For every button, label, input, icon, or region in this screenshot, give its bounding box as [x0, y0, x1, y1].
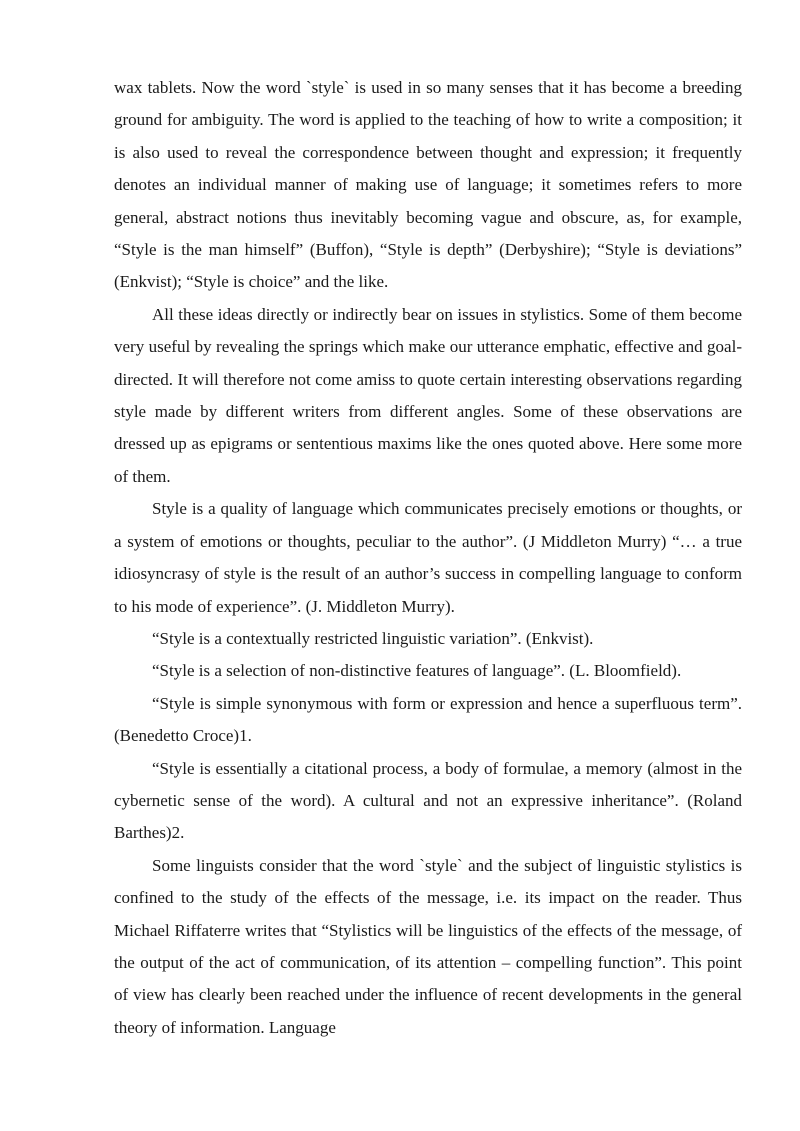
- paragraph-quote-enkvist: “Style is a contextually restricted linguistic variation”. (Enkvist).: [152, 628, 594, 648]
- paragraph-continuation: wax tablets. Now the word `style` is used in so many senses that it has become a breeding ground for ambiguity. The word is applied to the teaching of how to write a composition; it is also used to reveal the correspondence between thought and expression; it frequently denotes an individual manner of making use of language; it sometimes refers to more general, abstract notions thus inevitably becoming vague and obscure, as, for example, “Style is the man himself” (Buffon), “Style is depth” (Derbyshire); “Style is deviations” (Enkvist); “Style is choice” and the like.: [114, 78, 742, 292]
- body-text: [114, 72, 742, 1044]
- paragraph-stylistics-ideas: All these ideas directly or indirectly bear on issues in stylistics. Some of them become very useful by revealing the springs which make our utterance emphatic, effective and goal-directed. It will therefore not come amiss to quote certain interesting observations regarding style made by different writers from different angles. Some of these observations are dressed up as epigrams or sententious maxims like the ones quoted above. Here some more of them.: [114, 304, 742, 486]
- paragraph-quote-bloomfield: “Style is a selection of non-distinctive features of language”. (L. Bloomfield).: [152, 661, 682, 681]
- paragraph-quote-croce: “Style is simple synonymous with form or expression and hence a superfluous term”. (Benedetto Croce)1.: [114, 693, 742, 746]
- paragraph-quote-barthes: “Style is essentially a citational process, a body of formulae, a memory (almost in the cybernetic sense of the word). A cultural and not an expressive inheritance”. (Roland Barthes)2.: [114, 758, 742, 843]
- paragraph-riffaterre: Some linguists consider that the word `style` and the subject of linguistic stylistics is confined to the study of the effects of the message, i.e. its impact on the reader. Thus Michael Riffaterre writes that “Stylistics will be linguistics of the effects of the message, of the output of the act of communication, of its attention – compelling function”. This point of view has clearly been reached under the influence of recent developments in the general theory of information. Language: [114, 855, 742, 1037]
- paragraph-quote-murry: Style is a quality of language which communicates precisely emotions or thoughts, or a system of emotions or thoughts, peculiar to the author”. (J Middleton Murry) “… a true idiosyncrasy of style is the result of an author’s success in compelling language to conform to his mode of experience”. (J. Middleton Murry).: [114, 499, 742, 616]
